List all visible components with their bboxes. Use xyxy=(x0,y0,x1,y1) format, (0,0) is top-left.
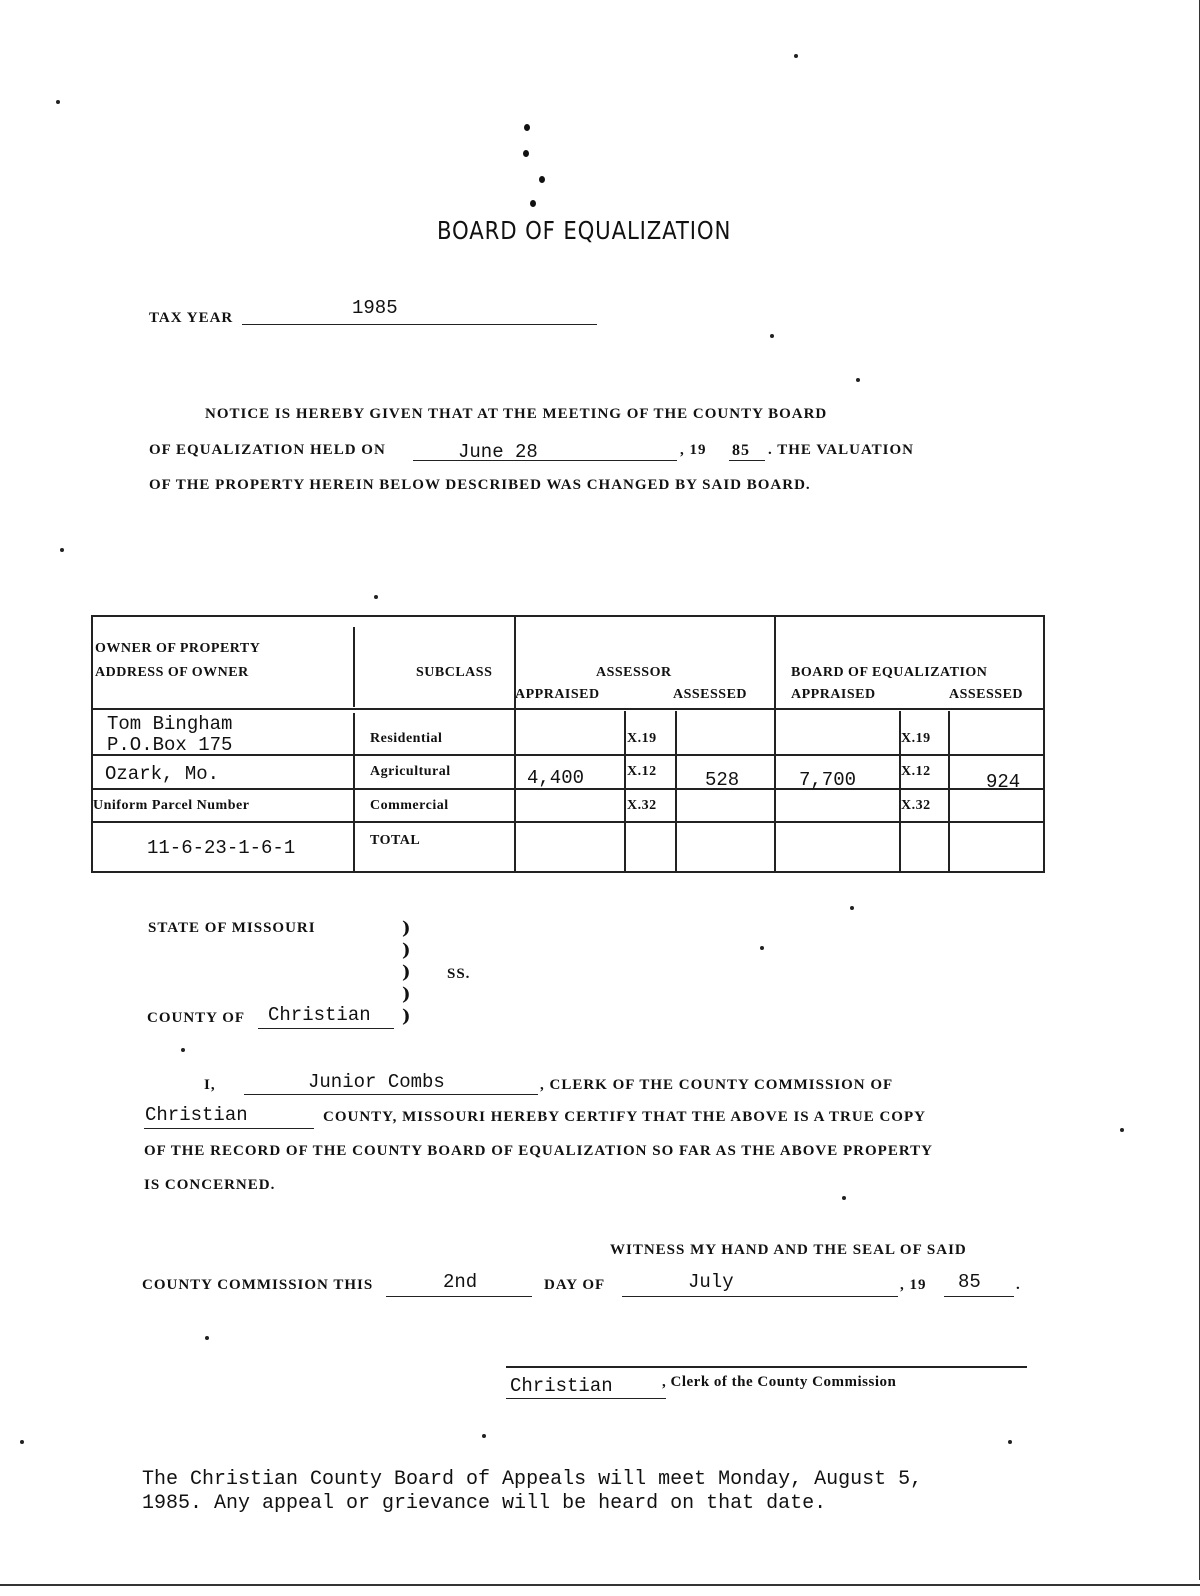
parcel-number-label: Uniform Parcel Number xyxy=(93,798,250,813)
certify-line-3: OF THE RECORD OF THE COUNTY BOARD OF EQUALIZATION SO FAR AS THE ABOVE PROPERTY xyxy=(144,1143,933,1159)
page-bottom-border xyxy=(0,1584,1200,1586)
table-header-divider xyxy=(93,708,1043,710)
assessor-assessed-agricultural: 528 xyxy=(705,769,740,791)
subclass-agricultural: Agricultural xyxy=(370,764,451,779)
signature-name: Christian xyxy=(510,1375,613,1397)
board-rate-agricultural: X.12 xyxy=(901,764,931,779)
speck xyxy=(374,595,378,599)
witness-year: 85 xyxy=(958,1271,981,1293)
speck xyxy=(794,54,798,58)
tax-year-value: 1985 xyxy=(352,297,398,319)
month-underline xyxy=(622,1274,898,1297)
decorative-dot xyxy=(539,176,545,183)
owner-header-2: ADDRESS OF OWNER xyxy=(95,665,249,680)
speck xyxy=(181,1048,185,1052)
speck xyxy=(856,378,860,382)
board-appraised-header: APPRAISED xyxy=(791,687,876,702)
table-col-divider xyxy=(353,713,355,871)
decorative-dot xyxy=(530,200,536,207)
rate-col-divider xyxy=(675,711,677,871)
appeals-note-line-2: 1985. Any appeal or grievance will be heard on that date. xyxy=(142,1492,827,1515)
subclass-total: TOTAL xyxy=(370,833,421,848)
meeting-year-prefix: , 19 xyxy=(680,442,707,458)
tax-year-underline xyxy=(242,304,597,325)
state-label: STATE OF MISSOURI xyxy=(148,920,316,936)
certify-line-4: IS CONCERNED. xyxy=(144,1177,276,1193)
bracket-paren: ) ) ) ) ) xyxy=(402,918,411,1027)
appeals-note-line-1: The Christian County Board of Appeals will meet Monday, August 5, xyxy=(142,1468,923,1491)
speck xyxy=(60,548,64,552)
speck xyxy=(56,100,60,104)
table-row-divider xyxy=(93,821,1043,823)
certify-line-1-suffix: , CLERK OF THE COUNTY COMMISSION OF xyxy=(540,1077,894,1093)
witness-period: . xyxy=(1016,1277,1021,1293)
board-assessed-agricultural: 924 xyxy=(986,771,1021,793)
notice-line-1: NOTICE IS HEREBY GIVEN THAT AT THE MEETING OF THE COUNTY BOARD xyxy=(205,406,828,422)
decorative-dot xyxy=(524,124,530,131)
board-assessed-header: ASSESSED xyxy=(949,687,1024,702)
table-row-divider xyxy=(93,754,1043,756)
rate-col-divider xyxy=(948,711,950,871)
assessor-appraised-header: APPRAISED xyxy=(515,687,600,702)
witness-line-2-prefix: COUNTY COMMISSION THIS xyxy=(142,1277,374,1293)
table-col-divider xyxy=(353,627,355,707)
assessor-header: ASSESSOR xyxy=(596,665,672,680)
speck xyxy=(1008,1440,1012,1444)
speck xyxy=(1120,1128,1124,1132)
speck xyxy=(850,906,854,910)
clerk-name: Junior Combs xyxy=(308,1071,445,1093)
owner-po-box: P.O.Box 175 xyxy=(107,734,233,756)
table-col-divider xyxy=(514,617,516,871)
county-value: Christian xyxy=(268,1004,371,1026)
owner-header-1: OWNER OF PROPERTY xyxy=(95,641,261,656)
certify-i-label: I, xyxy=(204,1077,216,1093)
assessor-rate-residential: X.19 xyxy=(627,731,657,746)
subclass-header: SUBCLASS xyxy=(416,665,493,680)
board-rate-residential: X.19 xyxy=(901,731,931,746)
witness-day-of: DAY OF xyxy=(544,1277,606,1293)
meeting-year-suffix: 85 xyxy=(732,442,750,459)
property-table xyxy=(91,615,1045,873)
witness-year-prefix: , 19 xyxy=(900,1277,927,1293)
county-label: COUNTY OF xyxy=(147,1010,246,1026)
certify-county: Christian xyxy=(145,1104,248,1126)
assessor-assessed-header: ASSESSED xyxy=(673,687,748,702)
owner-city: Ozark, Mo. xyxy=(105,763,220,785)
meeting-date: June 28 xyxy=(458,441,538,463)
table-col-divider xyxy=(774,617,776,871)
speck xyxy=(842,1196,846,1200)
assessor-rate-commercial: X.32 xyxy=(627,798,657,813)
speck xyxy=(482,1434,486,1438)
parcel-number: 11-6-23-1-6-1 xyxy=(147,837,296,859)
tax-year-label: TAX YEAR xyxy=(149,310,234,326)
witness-line-1: WITNESS MY HAND AND THE SEAL OF SAID xyxy=(610,1242,967,1258)
notice-line-2-prefix: OF EQUALIZATION HELD ON xyxy=(149,442,386,458)
board-header: BOARD OF EQUALIZATION xyxy=(791,665,988,680)
signature-title: , Clerk of the County Commission xyxy=(662,1374,897,1390)
ss-label: SS. xyxy=(447,966,471,982)
assessor-rate-agricultural: X.12 xyxy=(627,764,657,779)
witness-month: July xyxy=(688,1271,734,1293)
notice-line-2-suffix: . THE VALUATION xyxy=(768,442,915,458)
owner-name: Tom Bingham xyxy=(107,713,233,735)
witness-day: 2nd xyxy=(443,1271,478,1293)
certify-line-2-suffix: COUNTY, MISSOURI HEREBY CERTIFY THAT THE ABOVE IS A TRUE COPY xyxy=(323,1109,926,1125)
board-appraised-agricultural: 7,700 xyxy=(799,769,857,791)
speck xyxy=(760,946,764,950)
subclass-commercial: Commercial xyxy=(370,798,449,813)
speck xyxy=(20,1440,24,1444)
notice-line-3: OF THE PROPERTY HEREIN BELOW DESCRIBED WAS CHANGED BY SAID BOARD. xyxy=(149,477,811,493)
document-title: BOARD OF EQUALIZATION xyxy=(437,216,732,245)
subclass-residential: Residential xyxy=(370,731,443,746)
decorative-dot xyxy=(523,150,529,157)
signature-rule xyxy=(506,1366,1027,1368)
speck xyxy=(770,334,774,338)
board-rate-commercial: X.32 xyxy=(901,798,931,813)
rate-col-divider xyxy=(624,711,626,871)
meeting-date-underline xyxy=(413,440,677,461)
speck xyxy=(205,1336,209,1340)
assessor-appraised-agricultural: 4,400 xyxy=(527,767,585,789)
